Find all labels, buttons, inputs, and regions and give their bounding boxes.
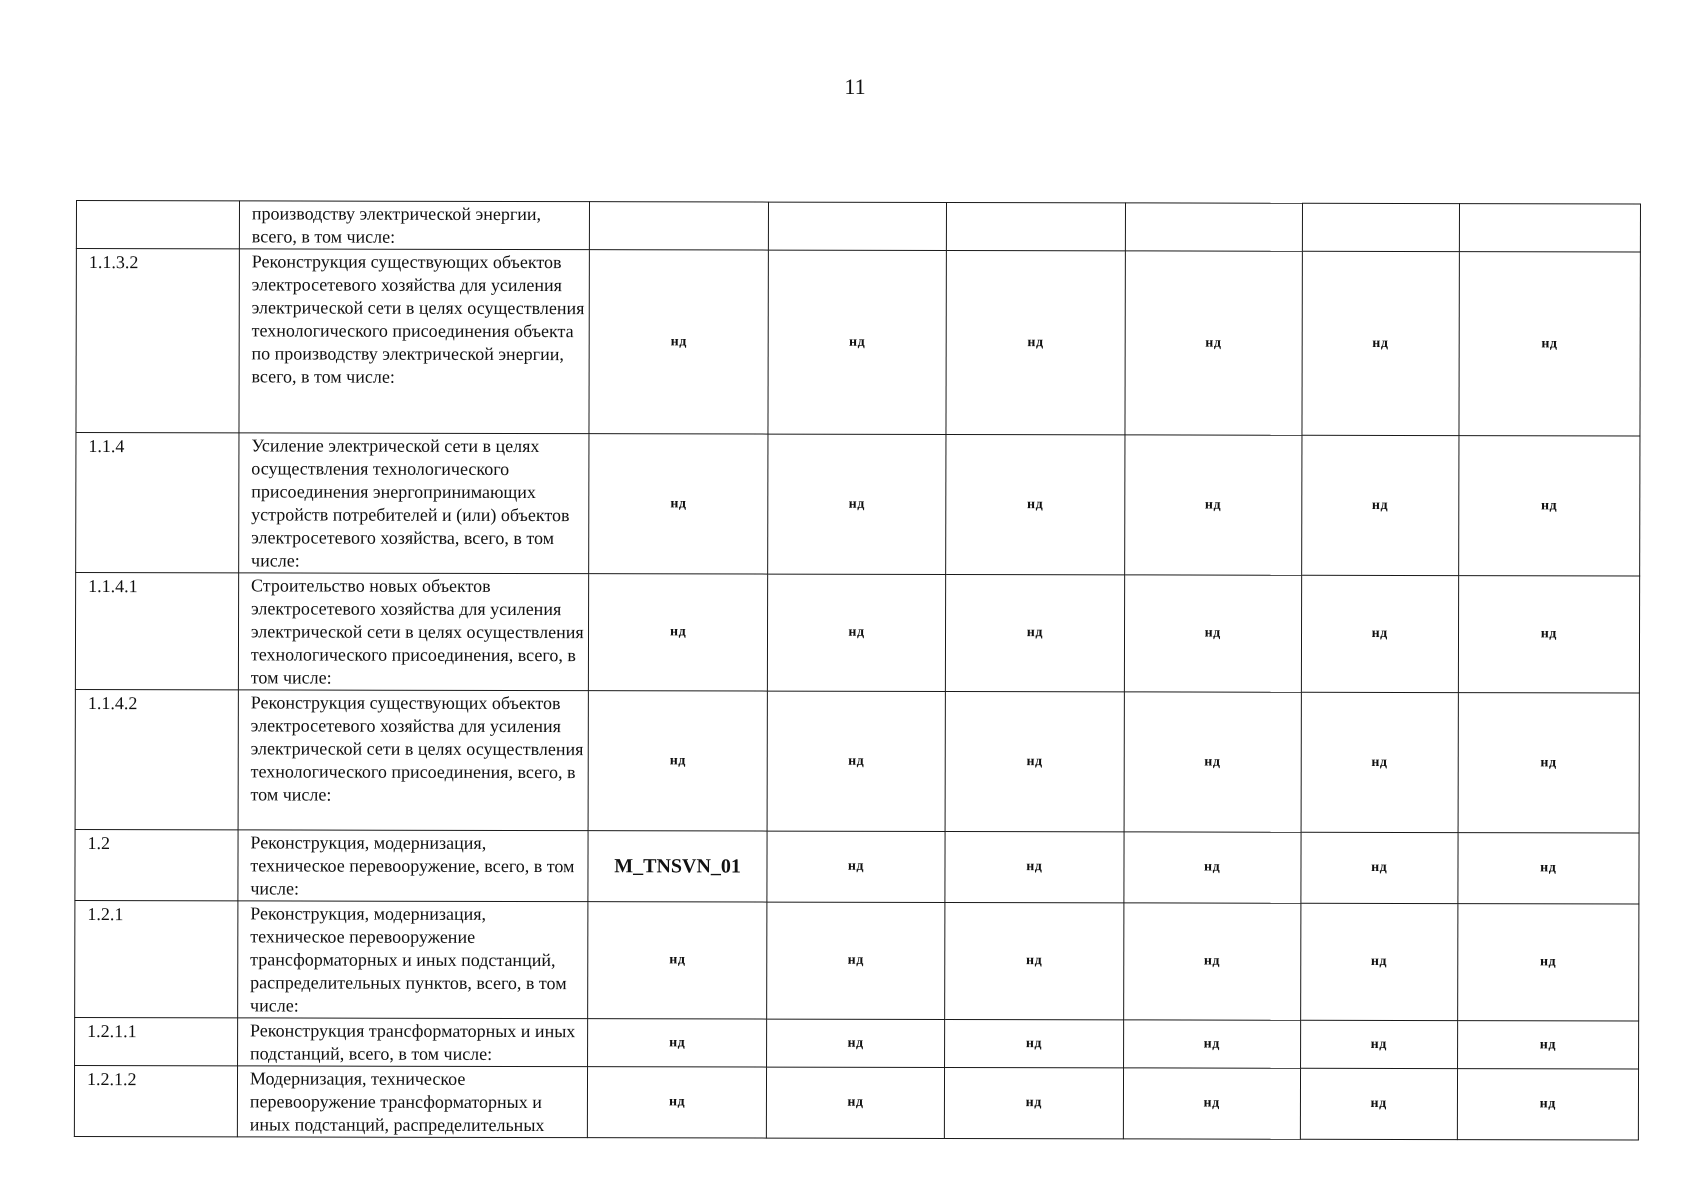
row-value: нд	[588, 902, 767, 1019]
row-value: нд	[1300, 1020, 1457, 1068]
row-name: Реконструкция, модернизация, техническое перевооружение, всего, в том числе:	[238, 830, 589, 902]
row-value: нд	[1457, 904, 1639, 1021]
row-value	[1459, 204, 1641, 252]
row-value-id: M_TNSVN_01	[588, 831, 767, 902]
row-value	[590, 202, 768, 250]
row-value: нд	[945, 691, 1124, 831]
row-value	[947, 202, 1125, 250]
row-name: Реконструкция существующих объектов электросетевого хозяйства для усиления электрической сети в целях осуществления технологического присоединения, всего, в том числе:	[238, 690, 589, 831]
row-value: нд	[766, 1019, 944, 1067]
row-code: 1.2.1	[75, 900, 238, 1017]
row-name: Модернизация, техническое перевооружение трансформаторных и иных подстанций, распределительных	[237, 1066, 588, 1138]
row-value: нд	[1123, 832, 1300, 903]
investment-program-table	[74, 200, 1641, 1141]
table-row	[75, 573, 1639, 694]
row-value: нд	[1123, 1068, 1300, 1139]
row-value: нд	[589, 250, 768, 434]
row-value: нд	[1300, 903, 1457, 1020]
row-value: нд	[589, 434, 768, 574]
row-value: нд	[945, 902, 1124, 1019]
row-value: нд	[1457, 1021, 1639, 1069]
row-value: нд	[767, 574, 946, 691]
table-row	[75, 829, 1639, 904]
row-code: 1.1.4.1	[75, 573, 238, 690]
row-name: Усиление электрической сети в целях осуществления технологического присоединения энергопринимающих устройств потребителей и (или) объектов электросетевого хозяйства, всего, в том числе:	[239, 433, 590, 574]
row-value: нд	[946, 574, 1125, 691]
row-code	[76, 201, 239, 249]
page-number: 11	[844, 74, 866, 99]
row-value: нд	[588, 1019, 766, 1067]
row-value: нд	[1301, 575, 1458, 692]
row-value: нд	[946, 434, 1125, 574]
row-value: нд	[1124, 575, 1302, 692]
row-value: нд	[1457, 833, 1639, 904]
row-code: 1.2.1.1	[75, 1017, 238, 1065]
row-value: нд	[1459, 252, 1641, 436]
row-value: нд	[766, 1067, 945, 1138]
table-row	[74, 1065, 1638, 1140]
row-value: нд	[1458, 693, 1640, 833]
row-value: нд	[1302, 251, 1459, 435]
row-name: Реконструкция существующих объектов электросетевого хозяйства для усиления электрической сети в целях осуществления технологического присоединения объекта по производству электрической энергии, всего, в том числе:	[239, 249, 590, 434]
row-value: нд	[589, 574, 768, 691]
row-value: нд	[1300, 1068, 1457, 1139]
row-value	[768, 202, 946, 250]
row-value: нд	[767, 691, 946, 831]
row-value: нд	[1458, 436, 1640, 576]
row-name: производству электрической энергии, всего, в том числе:	[239, 201, 590, 250]
table-row	[75, 689, 1639, 833]
row-code: 1.1.4.2	[75, 689, 238, 829]
row-code: 1.1.4	[76, 433, 239, 573]
row-value: нд	[1457, 1069, 1639, 1140]
row-value	[1125, 203, 1302, 251]
table-row	[76, 433, 1640, 577]
row-code: 1.2.1.2	[74, 1065, 237, 1136]
table-row	[76, 201, 1640, 253]
document-sheet	[74, 200, 1641, 1141]
row-value: нд	[1301, 832, 1458, 903]
row-code: 1.2	[75, 829, 238, 900]
row-code: 1.1.3.2	[76, 249, 239, 433]
row-value: нд	[588, 691, 767, 831]
row-value	[1302, 203, 1459, 251]
row-value: нд	[1301, 435, 1458, 575]
row-value: нд	[1123, 1020, 1300, 1068]
row-value: нд	[768, 250, 947, 434]
row-name: Реконструкция, модернизация, техническое перевооружение трансформаторных и иных подстанций, распределительных пунктов, всего, в том числе:	[238, 901, 589, 1019]
row-value: нд	[1124, 692, 1302, 832]
row-name: Строительство новых объектов электросетевого хозяйства для усиления электрической сети в целях осуществления технологического присоединения, всего, в том числе:	[238, 573, 589, 691]
row-value: нд	[1301, 692, 1458, 832]
row-name: Реконструкция трансформаторных и иных подстанций, всего, в том числе:	[237, 1018, 588, 1067]
table-row	[76, 249, 1640, 437]
row-value: нд	[1123, 903, 1301, 1020]
row-value: нд	[766, 902, 945, 1019]
row-value: нд	[588, 1067, 767, 1138]
row-value: нд	[945, 831, 1124, 902]
row-value: нд	[945, 1019, 1123, 1067]
row-value: нд	[767, 434, 946, 574]
row-value: нд	[1124, 251, 1302, 435]
row-value: нд	[945, 1067, 1124, 1138]
row-value: нд	[1124, 435, 1302, 575]
table-row	[75, 1017, 1639, 1069]
table-row	[75, 900, 1639, 1021]
row-value: нд	[767, 831, 946, 902]
row-value: нд	[1458, 576, 1640, 693]
row-value: нд	[946, 250, 1125, 434]
